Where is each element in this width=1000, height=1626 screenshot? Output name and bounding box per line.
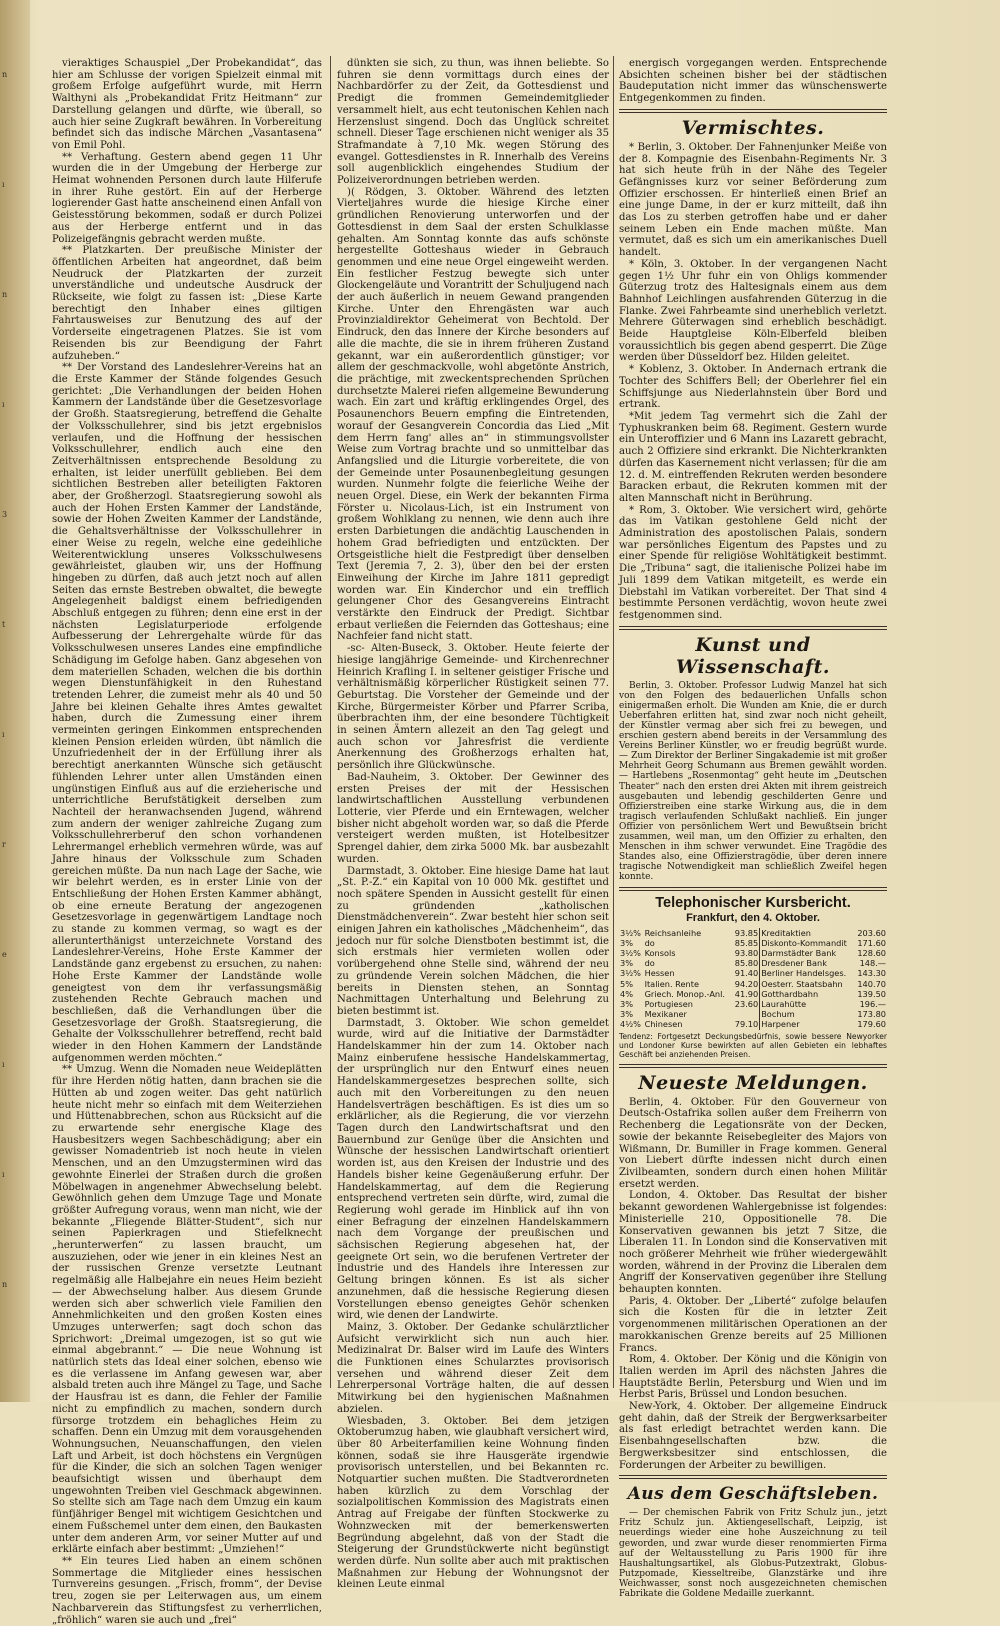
kurs-cell-b: Chinesen bbox=[644, 1019, 683, 1030]
kurs-cell-d: Dresdener Bank bbox=[760, 958, 854, 968]
article-paragraph: -sc- Alten-Buseck, 3. Oktober. Heute feierte der hiesige langjährige Gemeinde- und Kirchenrechner Heinrich Krafling I. in seltener geistiger Frische und verhältnismäßig körperlicher Rüstigkeit seinen 77. Geburtstag. Die Vorsteher der Gemeinde und der Kirche, Bürgermeister Körber und Pfarrer Scriba, überbrachten ihm, der eine besondere Tüchtigkeit in seinen Ämtern allezeit an den Tag gelegt und auch schon vor Jahresfrist die verdiente Anerkennung des Großherzogs erhalten hat, persönlich ihre Glückwünsche. bbox=[337, 643, 609, 772]
kurs-cell-c: 91.40 bbox=[734, 968, 759, 979]
article-paragraph: Berlin, 4. Oktober. Für den Gouverneur von Deutsch-Ostafrika sollen außer dem Freiherrn von Rechenberg die Legationsräte von der Decken, sowie der bekannte Reisebegleiter des Majors von Wißmann, Dr. Bumiller in Frage kommen. General von Liebert dürfte indessen nicht durch einen Zivilbeamten, sondern durch einen hohen Militär ersetzt werden. bbox=[619, 1096, 887, 1190]
column-rule bbox=[330, 56, 331, 1388]
section-kunst bbox=[619, 681, 887, 883]
kursbericht-note: Tendenz: Fortgesetzt Deckungsbedürfnis, sowie bessere Newyorker und Londoner Kurse bewirkten auf allen Gebieten ein lebhaftes Geschäft bei anziehenden Preisen. bbox=[619, 1031, 887, 1060]
article-paragraph: Paris, 4. Oktober. Der „Liberté“ zufolge belaufen sich die Kosten für die in letzter Zeit vorgenommenen militärischen Operationen an der marokkanischen Grenze bereits auf 25 Millionen Francs. bbox=[619, 1295, 887, 1354]
kurs-cell-a: 4% bbox=[620, 988, 633, 999]
kurs-cell-a: 3% bbox=[620, 998, 633, 1009]
kurs-cell-d: Darmstädter Bank bbox=[760, 948, 854, 958]
article-paragraph: — Der chemischen Fabrik von Fritz Schulz jun., jetzt Fritz Schulz jun. Aktiengesellschaft, Leipzig, ist neuerdings wieder eine hohe Auszeichnung zu teil geworden, und zwar wurde dieser renommierten Firma auf der Weltausstellung zu Paris 1900 für ihre Haushaltungsartikel, als Globus-Putzextrakt, Globus-Putzpomade, Kiesseltreibe, Glanzstärke und ihre Weichwasser, sonst noch ausgezeichneten chemischen Fabrikate die Goldene Medaille zuerkannt. bbox=[619, 1508, 887, 1600]
article-paragraph: ** Ein teures Lied haben an einem schönen Sommertage die Mitglieder eines hessischen Turnvereins gesungen. „Frisch, fromm“, der Devise treu, zogen sie per Leiterwagen aus, um einem Nachbarverein das Stiftungsfest zu verherrlichen, „fröhlich“ waren sie auch und „frei“ bbox=[52, 1556, 322, 1626]
margin-fragment: n bbox=[2, 1280, 8, 1289]
kurs-cell-d: Berliner Handelsges. bbox=[760, 968, 854, 978]
article-paragraph: * Berlin, 3. Oktober. Der Fahnenjunker Meiße von der 8. Kompagnie des Eisenbahn-Regiments Nr. 3 hat sich heute früh in der Nähe des Tegeler Gefängnisses kurz vor seiner Beförderung zum Offizier erschossen. Er hinterließ einen Brief an eine junge Dame, in der er kurz mitteilt, daß ihn das Los zu sterben getroffen habe und er daher seinem Leben ein Ende machen müßte. Man vermutet, daß es sich um ein amerikanisches Duell handelt. bbox=[619, 141, 887, 259]
article-paragraph: Darmstadt, 3. Oktober. Eine hiesige Dame hat laut „St. P.-Z.“ ein Kapital von 10 000 Mk. gestiftet und noch spätere Spenden in Aussicht gestellt für einen zu gründenden „katholischen Dienstmädchenverein“. Zwar besteht hier schon seit einigen Jahren ein katholisches „Mädchenheim“, das jedoch nur für solche Dienstboten bestimmt ist, die sich erstmals hier vermieten wollen oder vorübergehend ohne Stelle sind, während der neu zu gründende Verein solchen Mädchen, die hier bereits in Diensten stehen, an Sonntag Nachmittagen Unterhaltung und Belehrung zu bieten bestimmt ist. bbox=[337, 865, 609, 1017]
article-paragraph: Mainz, 3. Oktober. Der Gedanke schulärztlicher Aufsicht verwirklicht sich nun auch hier. Medizinalrat Dr. Balser wird im Laufe des Winters die Funktionen eines Schularztes provisorisch versehen und während dieser Zeit dem Lehrerpersonal Vorträge halten, die auf dessen Mitwirkung bei den hygienischen Maßnahmen abzielen. bbox=[337, 1321, 609, 1415]
article-text: energisch vorgegangen werden. Entsprechende Absichten scheinen bisher bei der städtischen Baudeputation nicht immer das wünschenswerte Entgegenkommen zu finden. bbox=[619, 58, 887, 105]
section-vermischtes bbox=[619, 142, 887, 622]
article-paragraph: )( Rödgen, 3. Oktober. Während des letzten Vierteljahres wurde die hiesige Kirche einer gründlichen Renovierung unterworfen und der Gottesdienst in dem Saal der ersten Schulklasse gehalten. Am Sonntag konnte das aufs schönste hergestellte Gotteshaus wieder in Gebrauch genommen und eine neue Orgel eingeweiht werden. Ein festlicher Festzug bewegte sich unter Glockengeläute und Vorantritt der Schuljugend nach der auch äußerlich in neuem Gewand prangenden Kirche. Unter den Ehrengästen war auch Provinzialdirektor Geheimerat von Bechtold. Der Eindruck, den das Innere der Kirche besonders auf alle die machte, die sie in ihrem früheren Zustand gekannt, war ein außerordentlich günstiger; vor allem der geschmackvolle, wohl abgetönte Anstrich, die prächtige, mit zweckentsprechenden Sprüchen durchsetzte Malerei riefen allgemeine Bewunderung wach. Ein zart und kräftig erklingendes Orgel, des Posaunenchors Beuern empfing die Eintretenden, worauf der Gesangverein Concordia das Lied „Mit dem Herrn fang' alles an“ in stimmungsvollster Weise zum Vortrag brachte und so unmittelbar das Anfangslied und die Liturgie vorbereitete, die von der Gemeinde unter Posaunenbegleitung gesungen wurden. Nunmehr folgte die feierliche Weihe der neuen Orgel. Diese, ein Werk der bekannten Firma Förster u. Nicolaus-Lich, ist ein Instrument von großem Wohlklang zu nennen, wie denn auch ihre ersten Darbietungen die andächtig Lauschenden in hohem Grad befriedigten und entzückten. Der Ortsgeistliche hielt die Festpredigt über denselben Text (Jeremia 7, 2. 3), über den bei der ersten Einweihung der Kirche im Jahre 1811 gepredigt worden war. Ein Kinderchor und ein trefflich gelungener Chor des Gesangvereins Eintracht verstärkte den Eindruck der Predigt. Sichtbar erbaut verließen die Feiernden das Gotteshaus; eine Nachfeier fand nicht statt. bbox=[337, 186, 609, 643]
kurs-cell-a: 3½% bbox=[620, 927, 641, 938]
kurs-row bbox=[619, 1009, 887, 1019]
article-paragraph: ** Verhaftung. Gestern abend gegen 11 Uhr wurden die in der Umgebung der Herberge zur Heimat wohnenden Personen durch laute Hilferufe in ihrer Ruhe gestört. Ein auf der Herberge logierender Gast hatte anscheinend einen Anfall von Geistesstörung bekommen, sodaß er durch Polizei aus der Herberge entfernt und in das Polizeigefängnis gebracht werden mußte. bbox=[52, 151, 322, 245]
kursbericht-table bbox=[619, 928, 887, 1030]
kurs-cell-e: 143.30 bbox=[857, 968, 886, 979]
article-paragraph: vieraktiges Schauspiel „Der Probekandidat“, das hier am Schlusse der vorigen Spielzeit einmal mit großem Erfolge aufgeführt wurde, mit Herrn Walthyni als „Probekandidat Fritz Heitmann“ zur Darstellung gelangen und dürfte, wie überall, so auch hier seine Zugkraft bewähren. In Vorbereitung befindet sich das indische Märchen „Vasantasena“ von Emil Pohl. bbox=[52, 58, 322, 151]
section-heading-vermischtes: Vermischtes. bbox=[681, 116, 825, 139]
kurs-cell-b: Italien. Rente bbox=[644, 978, 699, 989]
margin-fragment: ı bbox=[2, 400, 5, 409]
kurs-cell-c: 85.80 bbox=[734, 958, 759, 969]
kurs-cell-d: Laurahütte bbox=[760, 999, 854, 1009]
article-paragraph: *Mit jedem Tag vermehrt sich die Zahl der Typhuskranken beim 68. Regiment. Gestern wurde ein Unteroffizier und 6 Mann ins Lazarett gebracht, auch 2 Offiziere sind erkrankt. Die Nichterkrankten dürfen das Kasernement nicht verlassen; für die am 12. d. M. eintreffenden Rekruten werden besondere Baracken erbaut, die Rekruten kommen mit der alten Mannschaft nicht in Berührung. bbox=[619, 410, 887, 504]
kurs-cell-a: 5% bbox=[620, 978, 633, 989]
kurs-row bbox=[619, 958, 887, 968]
kurs-cell-e: 203.60 bbox=[857, 927, 886, 938]
margin-fragment: ı bbox=[2, 1170, 5, 1179]
kurs-cell-d: Kreditaktien bbox=[760, 928, 854, 938]
kurs-cell-d: Oesterr. Staatsbahn bbox=[760, 979, 854, 989]
column-middle bbox=[337, 58, 609, 1591]
article-paragraph: * Rom, 3. Oktober. Wie versichert wird, gehörte das im Vatikan gestohlene Geld nicht der Administration des apostolischen Palais, sondern war persönliches Eigentum des Papstes und zu einer Spende für religiöse Wohltätigkeit bestimmt. Die „Tribuna“ sagt, die italienische Polizei habe im Juli 1899 dem Vatikan mitgeteilt, es werde ein Diebstahl im Vatikan vorbereitet. Der That sind 4 bestimmte Personen verdächtig, wovon heute zwei festgenommen sind. bbox=[619, 504, 887, 621]
kurs-row bbox=[619, 968, 887, 978]
kurs-cell-e: 179.60 bbox=[857, 1019, 886, 1030]
article-paragraph: New-York, 4. Oktober. Der allgemeine Eindruck geht dahin, daß der Streik der Bergwerksarbeiter als fast erledigt betrachtet werden kann. Die Eisenbahngesellschaften bzw. die Bergwerksbesitzer sind entschlossen, die Forderungen der Arbeiter zu bewilligen. bbox=[619, 1401, 887, 1471]
section-heading-kunst: Kunst und Wissenschaft. bbox=[676, 633, 830, 678]
section-heading-neueste: Neueste Meldungen. bbox=[638, 1071, 868, 1094]
kurs-cell-e: 173.80 bbox=[857, 1009, 886, 1020]
column-rule bbox=[613, 56, 614, 1388]
article-paragraph: * Köln, 3. Oktober. In der vergangenen Nacht gegen 1½ Uhr fuhr ein von Ohligs kommender Güterzug trotz des Haltesignals einem aus dem Bahnhof Leichlingen ausfahrenden Güterzug in die Flanke. Zwei Fahrbeamte sind unerheblich verletzt. Mehrere Güterwagen sind erheblich beschädigt. Beide Hauptgleise Köln-Elberfeld bleiben voraussichtlich bis gegen abend gesperrt. Die Züge werden über Düsseldorf bez. Hilden geleitet. bbox=[619, 258, 887, 364]
article-paragraph: Berlin, 3. Oktober. Professor Ludwig Manzel hat sich von den Folgen des bedauerlichen Unfalls schon einigermaßen erholt. Die Wunden am Knie, die er durch Ueberfahren erlitten hat, sind zwar noch nicht geheilt, der Künstler vermag aber sich frei zu bewegen, und erschien gestern abend bereits in der Versammlung des Vereins Berliner Künstler, wo er freudig begrüßt wurde. — Zum Direktor der Berliner Singakademie ist mit großer Mehrheit Georg Schumann aus Bremen gewählt worden. — Hartlebens „Rosenmontag“ geht heute im „Deutschen Theater“ nach den ersten drei Akten mit ihrem geistreich ausgebauten und lebendig geschilderten Genre und Offizierstreiben eine starke Wirkung aus, die in dem tragisch verlaufenden Schlußakt nachließ. Ein junger Offizier von persönlichem Wert und Bewußtsein bricht zusammen, weil man, um den Offizier zu erhalten, den Menschen in ihm schwer verwundet. Eine Tragödie des Standes also, eine Offizierstragödie, über deren innere tragische Notwendigkeit man schließlich Zweifel hegen konnte. bbox=[619, 680, 887, 883]
margin-fragment: t bbox=[2, 620, 6, 629]
kurs-row bbox=[619, 938, 887, 948]
kurs-cell-b: Reichsanleihe bbox=[644, 927, 702, 938]
kurs-row bbox=[619, 999, 887, 1009]
kurs-cell-b: Griech. Monop.-Anl. bbox=[644, 988, 725, 999]
kurs-cell-c bbox=[732, 1009, 760, 1019]
kurs-row bbox=[619, 948, 887, 958]
kurs-row bbox=[619, 1019, 887, 1029]
margin-fragment: r bbox=[2, 840, 6, 849]
section-divider bbox=[619, 887, 887, 891]
kurs-cell-c: 79.10 bbox=[734, 1019, 759, 1030]
section-divider bbox=[619, 109, 887, 113]
kursbericht-title: Telephonischer Kursbericht. bbox=[655, 894, 851, 911]
kurs-cell-c: 85.85 bbox=[734, 937, 759, 948]
kurs-cell-b: do bbox=[644, 958, 655, 969]
kursbericht-subtitle: Frankfurt, den 4. Oktober. bbox=[686, 911, 820, 924]
kurs-cell-c: 94.20 bbox=[734, 978, 759, 989]
kurs-cell-b: Portugiesen bbox=[644, 998, 693, 1009]
article-paragraph: ** Der Vorstand des Landeslehrer-Vereins hat an die Erste Kammer der Stände folgendes Gesuch gerichtet: „Die Verhandlungen der beiden Hohen Kammern der Landstände über die Gesetzesvorlage der Großh. Staatsregierung, betreffend die Gehalte der Volksschullehrer, sind bis jetzt ergebnislos verlaufen, und die Hoffnung der hessischen Volksschullehrer, endlich auch eine den Zeitverhältnissen entsprechende Besoldung zu erhalten, ist leider unerfüllt geblieben. Bei dem sichtlichen Bestreben aller beteiligten Faktoren aber, der Großherzogl. Staatsregierung sowohl als auch der Hohen Ersten Kammer der Landstände, sowie der Hohen Zweiten Kammer der Landstände, die Gehaltsverhältnisse der Volksschullehrer in einer Weise zu regeln, welche eine gedeihliche Weiterentwicklung unseres Volksschulwesens gewährleistet, glauben wir, uns der Hoffnung hingeben zu dürfen, daß auch jetzt noch auf allen Seiten das ernste Bestreben obwaltet, die bewegte Angelegenheit baldigst einem befriedigenden Abschluß entgegen zu führen; denn eine erst in der nächsten Legislaturperiode erfolgende Aufbesserung der Lehrergehalte würde für das Volksschulwesen unseres Landes eine empfindliche Schädigung im Gefolge haben. Ganz abgesehen von dem materiellen Schaden, welchen die bis dorthin wegen Dienstunfähigkeit in den Ruhestand tretenden Lehrer, die zumeist mehr als 40 und 50 Jahre bei kleinen Gehalte ihres Amtes gewaltet haben, durch die Zumessung einer ihrem vermeinten geringen Einkommen entsprechenden kleinen Pension erleiden würden, übt nämlich die Unzufriedenheit der in der Erfüllung ihrer als berechtigt anerkannten Wünsche sich getäuscht fühlenden Lehrer unter allen Umständen einen ungünstigen Einfluß aus auf die erzieherische und unterrichtliche Berufstätigkeit derselben zum Nachteil der heranwachsenden Jugend, während zum andern der weniger zahlreiche Zugang zum Volksschullehrerberuf den schon vorhandenen Lehrermangel erheblich vermehren würde, was auf Jahre hinaus der Volksschule zum Schaden gereichen müßte. Da nun nach Lage der Sache, wie wir belehrt werden, es in erster Linie von der Entschließung der Hohen Ersten Kammer abhängt, ob eine erneute Beratung der angezogenen Gesetzesvorlage in gegenwärtigem Landtage noch zu stande zu kommen vermag, so wagt es der allerunterthänigst unterzeichnete Vorstand des Landeslehrer-Vereins, Hohe Erste Kammer der Landstände ganz ergebenst zu ersuchen, zu nahen: Hohe Erste Kammer der Landstände wolle geneigtest von dem ihr verfassungsmäßig zustehenden Rechte Gebrauch machen und beschließen, daß die Verhandlungen über die Gesetzesvorlage der Großh. Staatsregierung, die Gehalte der Volksschullehrer betreffend, recht bald wieder in den Hohen Kammern der Landstände aufgenommen werden möchten.“ bbox=[52, 362, 322, 1064]
kurs-cell-a: 3% bbox=[620, 937, 633, 948]
kurs-cell-b: do bbox=[644, 937, 655, 948]
article-paragraph: * Koblenz, 3. Oktober. In Andernach ertrank die Tochter des Schiffers Bell; der Oberlehrer fiel ein Schiffsjunge aus Niederlahnstein über Bord und ertrank. bbox=[619, 364, 887, 411]
kurs-row bbox=[619, 928, 887, 938]
page-binding-edge bbox=[0, 0, 30, 1402]
kurs-cell-c: 93.85 bbox=[734, 927, 759, 938]
kurs-cell-a: 4½% bbox=[620, 1019, 641, 1030]
kurs-cell-a: 3% bbox=[620, 958, 633, 969]
article-paragraph: Rom, 4. Oktober. Der König und die Königin von Italien werden im April des nächsten Jahres die Hauptstädte Berlin, Petersburg und Wien und im Herbst Paris, Brüssel und London besuchen. bbox=[619, 1354, 887, 1401]
article-paragraph: London, 4. Oktober. Das Resultat der bisher bekannt gewordenen Wahlergebnisse ist folgendes: Ministerielle 210, Oppositionelle 78. Die Konservativen gewannen bis jetzt 7 Sitze, die Liberalen 11. In London sind die Konservativen mit noch größerer Mehrheit wie früher wiedergewählt worden, während in der Provinz die Liberalen dem Angriff der Konservativen gegenüber ihre Stellung behaupten konnten. bbox=[619, 1190, 887, 1296]
column-left bbox=[52, 58, 322, 1626]
kurs-row bbox=[619, 979, 887, 989]
kurs-cell-a: 3½% bbox=[620, 947, 641, 958]
kurs-cell-b: Hessen bbox=[644, 968, 675, 979]
section-divider bbox=[619, 1475, 887, 1479]
article-paragraph: Wiesbaden, 3. Oktober. Bei dem jetzigen Oktoberumzug haben, wie glaubhaft versichert wird, über 80 Arbeiterfamilien keine Wohnung finden können, sodaß sie ihre Hausgeräte irgendwie provisorisch unterstellen, und bei Bekannten rc. Notquartier suchen mußten. Die Stadtverordneten haben kürzlich zu dem Vorschlag der sozialpolitischen Kommission des Magistrats einen Antrag auf Freigabe der fünften Stockwerke zu Wohnzwecken mit der bemerkenswerten Begründung abgelehnt, daß von der Stadt die Steigerung der Grundstückwerte nicht begünstigt werden dürfe. Nun sollte aber auch mit praktischen Maßnahmen zur Hebung der Wohnungsnot der kleinen Leute einmal bbox=[337, 1415, 609, 1591]
margin-fragment: n bbox=[2, 290, 8, 299]
section-neueste bbox=[619, 1097, 887, 1472]
kurs-cell-c: 41.90 bbox=[734, 988, 759, 999]
kurs-cell-e: 148.— bbox=[859, 958, 886, 969]
margin-fragment: ı bbox=[2, 730, 5, 739]
kurs-cell-e: 171.60 bbox=[857, 937, 886, 948]
margin-fragment: 3 bbox=[2, 510, 8, 519]
article-paragraph: dünkten sie sich, zu thun, was ihnen beliebte. So fuhren sie denn vormittags durch eines der Nachbardörfer zu der Zeit, da Gottesdienst und Predigt die frommen Gemeindemitglieder versammelt hielt, aus echt teutonischen Kehlen nach Herzenslust singend. Doch das Unglück schreitet schnell. Dieser Tage erschienen nicht weniger als 35 Strafmandate à 7,10 Mk. wegen Störung des evangel. Gottesdienstes in R. Innerhalb des Vereins soll augenblicklich eingehendes Studium der Polizeiverordnungen betrieben werden. bbox=[337, 58, 609, 187]
margin-fragment: e bbox=[2, 950, 7, 959]
margin-fragment: ı bbox=[2, 180, 5, 189]
kurs-cell-b: Mexikaner bbox=[644, 1009, 687, 1020]
kurs-cell-a: 3% bbox=[620, 1009, 633, 1020]
article-paragraph: Darmstadt, 3. Oktober. Wie schon gemeldet wurde, wird auf die Initiative der Darmstädter Handelskammer hin der zum 14. Oktober nach Mainz einberufene hessische Handelskammertag, der ursprünglich nur den Entwurf eines neuen Handelskammergesetzes besprechen sollte, sich auch mit den Vorbereitungen zu den neuen Handelsverträgen beschäftigen. Es ist dies um so erklärlicher, als die Regierung, die vor vierzehn Tagen durch den Landwirtschaftsrat und den Bauernbund zur Genüge über die Ansichten und Wünsche der hessischen Landwirtschaft orientiert worden ist, aus den Kreisen der Industrie und des Handels bisher keine Gegenäußerung erfuhr. Der Handelskammertag, auf dem die Regierung entsprechend vertreten sein dürfte, wird, zumal die Regierung wohl gerade im Hinblick auf ihn von einer Befragung der einzelnen Handelskammern nach dem Vorgange der preußischen und sächsischen Regierung abgesehen hat, der geeignete Ort sein, wo die berufenen Vertreter der Industrie und des Handels ihre Interessen zur Geltung bringen können. Es ist als sicher anzunehmen, daß die hessische Regierung diesen Vorstellungen ebenso geneigtes Gehör schenken wird, wie denen der Landwirte. bbox=[337, 1017, 609, 1322]
kurs-cell-d: Bochum bbox=[760, 1009, 854, 1019]
kurs-row bbox=[619, 989, 887, 999]
margin-fragment: ı bbox=[2, 1060, 5, 1069]
section-divider bbox=[619, 626, 887, 630]
kurs-cell-c: 23.60 bbox=[734, 998, 759, 1009]
kurs-cell-d: Gotthardbahn bbox=[760, 989, 854, 999]
kurs-cell-a: 3½% bbox=[620, 968, 641, 979]
article-paragraph: Bad-Nauheim, 3. Oktober. Der Gewinner des ersten Preises der mit der Hessischen landwirtschaftlichen Ausstellung verbundenen Lotterie, vier Pferde und ein Erntewagen, welcher bisher nicht abgeholt worden war, so daß die Pferde versteigert werden mußten, ist Hotelbesitzer Sprengel dahier, dem zirka 5000 Mk. bar ausbezahlt wurden. bbox=[337, 771, 609, 865]
kurs-cell-e: 128.60 bbox=[857, 947, 886, 958]
section-heading-geschaeft: Aus dem Geschäftsleben. bbox=[627, 1484, 879, 1505]
kurs-cell-c: 93.80 bbox=[734, 947, 759, 958]
section-geschaeft bbox=[619, 1508, 887, 1599]
kurs-cell-e: 196.— bbox=[859, 998, 886, 1009]
section-divider bbox=[619, 1064, 887, 1068]
kurs-cell-e: 140.70 bbox=[857, 978, 886, 989]
margin-fragment: n bbox=[2, 70, 8, 79]
kurs-cell-d: Diskonto-Kommandit bbox=[760, 938, 854, 948]
article-paragraph: ** Platzkarten. Der preußische Minister der öffentlichen Arbeiten hat angeordnet, daß beim Neudruck der Platzkarten der zurzeit unverständliche und undeutsche Ausdruck der Rückseite, wie folgt zu fassen ist: „Diese Karte berechtigt den Inhaber eines giltigen Fahrtausweises zur Benutzung des auf der Vorderseite eingetragenen Platzes. Sie ist vom Reisenden bis zur Beendigung der Fahrt aufzuheben.“ bbox=[52, 245, 322, 362]
kurs-cell-b: Konsols bbox=[644, 947, 676, 958]
column-right bbox=[619, 58, 887, 1600]
kurs-cell-e: 139.50 bbox=[857, 988, 886, 999]
article-paragraph: ** Umzug. Wenn die Nomaden neue Weideplätten für ihre Herden nötig hatten, dann brachen sie die Hütten ab und zogen weiter. Das geht natürlich heute nicht mehr so einfach mit dem Weiterziehen und Hüttenabbrechen, schon aus Rücksicht auf die zu erwartende sehr energische Klage des Hausbesitzers wegen Sachbeschädigung; aber ein gewisser Nomadentrieb ist noch heute in vielen Menschen, und an den Umzugsterminen wird das gewohnte Einerlei der Straßen durch die großen Möbelwagen in angenehmer Abwechselung belebt. Gewöhnlich gehen dem Umzuge Tage und Monate größter Aufregung voraus, wenn man nicht, wie der bekannte „Fliegende Blätter-Student“, sich nur seinen Papierkragen und Stiefelknecht „herunterwerfen“ zu lassen braucht, um auszuziehen, oder wie jener in ein kleines Nest an der russischen Grenze versetzte Leutnant regelmäßig alle Halbejahre ein neues Heim bezieht — der Abwechselung halber. Aus diesem Grunde werden sich aber schwerlich viele Familien den Annehmlichkeiten und den großen Kosten eines Umzuges unterwerfen; sagt doch schon das Sprichwort: „Dreimal umgezogen, ist so gut wie einmal abgebrannt.“ — Die neue Wohnung ist natürlich stets das Ideal einer solchen, ebenso wie es die verlassene im Anfang gewesen war, aber alsbald treten auch ihre Mängel zu Tage, und Sache der Hausfrau ist es dann, die Fehler der Familie nicht zu empfindlich zu machen, sondern durch fürsorge trotzdem ein behagliches Heim zu schaffen. Denn ein Umzug mit dem vorausgehenden Wohnungsuchen, Neuanschaffungen, den vielen Laft und Arbeit, ist doch höchstens ein Vergnügen für die Kinder, die sich an solchen Tagen weniger beaufsichtigt wissen und überhaupt dem ungewohnten Treiben viel Geschmack abgewinnen. So stellte sich am Tage nach dem Umzug ein kaum fünfjähriger Bengel mit wichtigem Gesichtchen und einem Fußschemel unter dem einen, den Baukasten unter dem anderen Arm, vor seiner Mutter auf und erklärte einfach aber bestimmt: „Umziehen!“ bbox=[52, 1064, 322, 1556]
kurs-cell-d: Harpener bbox=[760, 1019, 854, 1029]
